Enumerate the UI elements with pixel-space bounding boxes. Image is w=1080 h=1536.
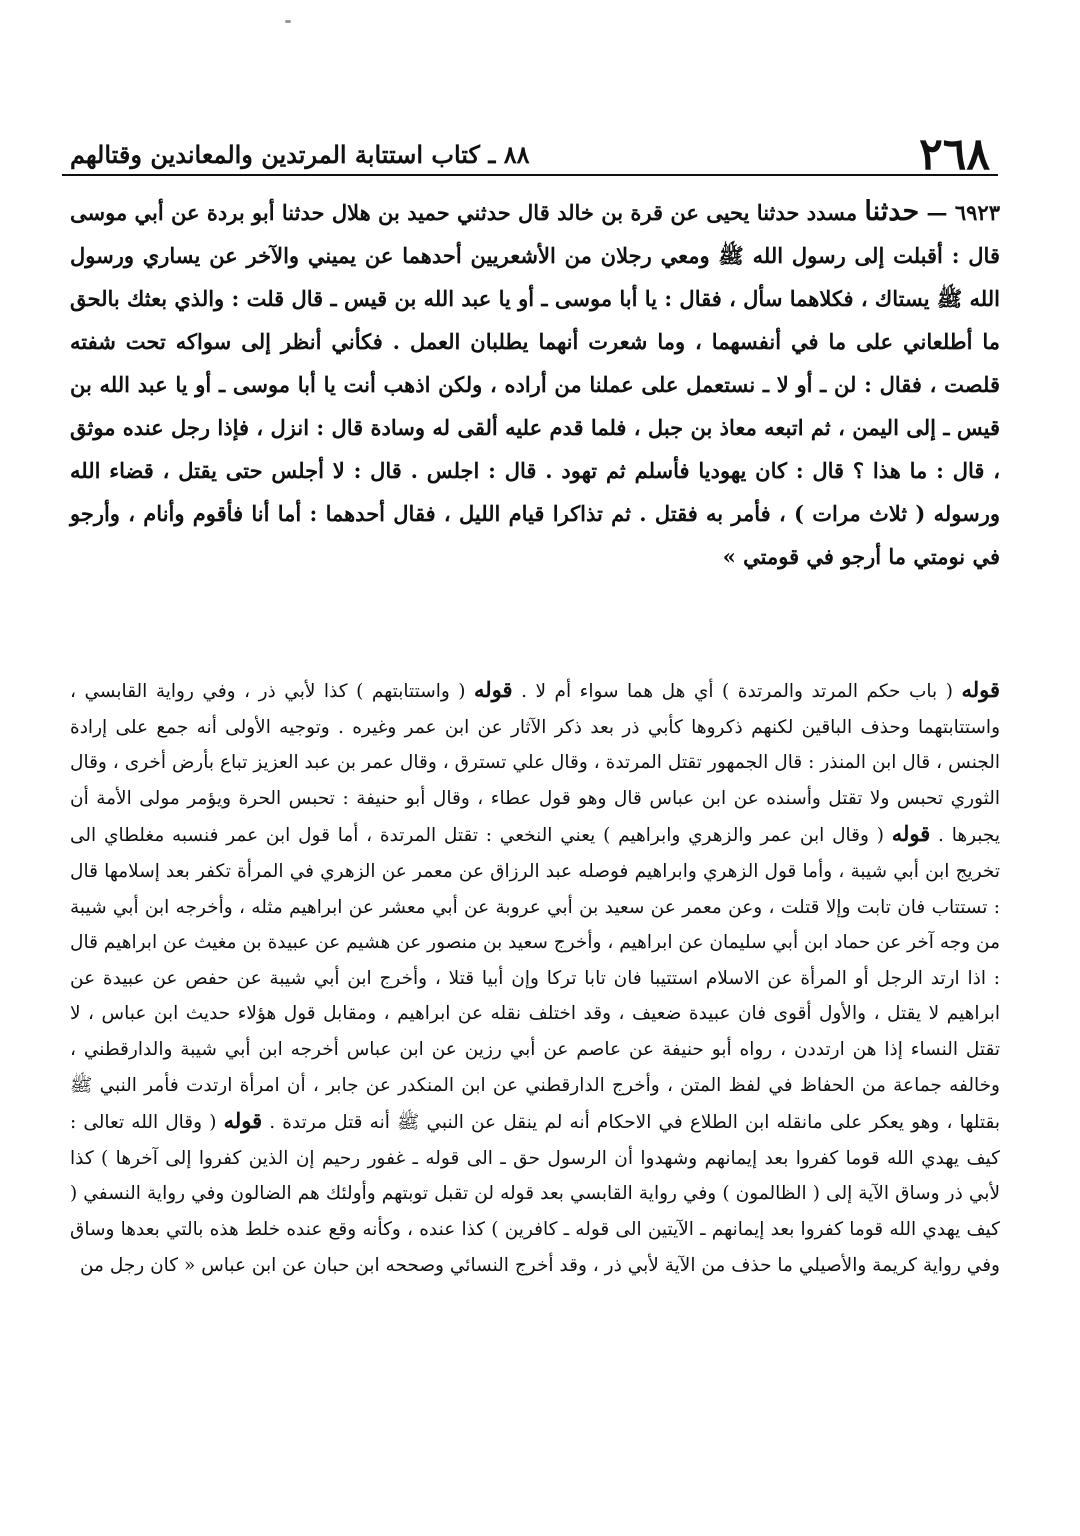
hadith-text-block: [70, 190, 1000, 578]
commentary-text-block: [70, 672, 1000, 1283]
commentary-paragraph: ( باب حكم المرتد والمرتدة ) أي هل هما سواء أم لا .: [521, 681, 953, 702]
qawluhu-marker: قوله: [961, 677, 1000, 702]
qawluhu-marker: قوله: [474, 677, 513, 702]
page-number: ٢٦٨: [919, 129, 990, 180]
running-title: ٨٨ ـ كتاب استتابة المرتدين والمعاندين وقتالهم: [70, 140, 530, 169]
qawluhu-marker: قوله: [223, 1108, 263, 1134]
haddathana-heading: حدثنا: [864, 196, 920, 227]
qawluhu-marker: قوله: [891, 821, 931, 847]
commentary-paragraph: ( وقال الله تعالى : كيف يهدي الله قوما كفروا بعد إيمانهم وشهدوا أن الرسول حق ـ الى قوله ـ غفور رحيم إن الذين كفروا إلى آخرها ) كذا لأبي ذر وساق الآية إلى ( الظالمون ) وفي رواية القابسي بعد قوله لن تقبل توبتهم وأولئك هم الضالون وفي رواية النسفي ( كيف يهدي الله قوما كفروا بعد إيمانهم ـ الآيتين الى قوله ـ كافرين ) كذا عنده ، وكأنه وقع عنده خلط هذه بالتي بعدها وساق وفي رواية كريمة والأصيلي ما حذف من الآية لأبي ذر ، وقد أخرج النسائي وصححه ابن حبان عن ابن عباس « كان رجل من: [70, 1112, 1000, 1276]
stray-ink-mark: [285, 20, 291, 23]
hadith-dash: —: [926, 200, 948, 225]
header-divider: [62, 174, 998, 176]
commentary-paragraph: ( واستتابتهم ) كذا لأبي ذر ، وفي رواية القابسي ، واستتابتهما وحذف الباقين لكنهم ذكروها كأبي ذر بعد ذكر الآثار عن ابن عمر وغيره . وتوجيه الأولى أنه جمع على إرادة الجنس ، قال ابن المنذر : قال الجمهور تقتل المرتدة ، وقال علي تسترق ، وقال عمر بن عبد العزيز تباع بأرض أخرى ، وقال الثوري تحبس ولا تقتل وأسنده عن ابن عباس قال وهو قول عطاء ، وقال أبو حنيفة : تحبس الحرة ويؤمر مولى الأمة أن يجبرها .: [70, 681, 1000, 847]
hadith-body: مسدد حدثنا يحيى عن قرة بن خالد قال حدثني حميد بن هلال حدثنا أبو بردة عن أبي موسى قال : أقبلت إلى رسول الله ﷺ ومعي رجلان من الأشعريين أحدهما عن يميني والآخر عن يساري ورسول الله ﷺ يستاك ، فكلاهما سأل ، فقال : يا أبا موسى ـ أو يا عبد الله بن قيس ـ قال قلت : والذي بعثك بالحق ما أطلعاني على ما في أنفسهما ، وما شعرت أنهما يطلبان العمل . فكأني أنظر إلى سواكه تحت شفته قلصت ، فقال : لن ـ أو لا ـ نستعمل على عملنا من أراده ، ولكن اذهب أنت يا أبا موسى ـ أو يا عبد الله بن قيس ـ إلى اليمن ، ثم اتبعه معاذ بن جبل ، فلما قدم عليه ألقى له وسادة قال : انزل ، فإذا رجل عنده موثق ، قال : ما هذا ؟ قال : كان يهوديا فأسلم ثم تهود . قال : اجلس . قال : لا أجلس حتى يقتل ، قضاء الله ورسوله ( ثلاث مرات ) ، فأمر به فقتل . ثم تذاكرا قيام الليل ، فقال أحدهما : أما أنا فأقوم وأنام ، وأرجو في نومتي ما أرجو في قومتي »: [70, 200, 1000, 569]
commentary-paragraph: ( وقال ابن عمر والزهري وابراهيم ) يعني النخعي : تقتل المرتدة ، أما قول ابن عمر فنسبه مغلطاي الى تخريج ابن أبي شيبة ، وأما قول الزهري وابراهيم فوصله عبد الرزاق عن معمر عن الزهري في المرأة تكفر بعد إسلامها قال : تستتاب فان تابت وإلا قتلت ، وعن معمر عن سعيد بن أبي عروبة عن أبي معشر عن ابراهيم مثله ، وأخرجه ابن أبي شيبة من وجه آخر عن حماد ابن أبي سليمان عن ابراهيم ، وأخرج سعيد بن منصور عن هشيم عن عبيدة بن مغيث عن ابراهيم قال : اذا ارتد الرجل أو المرأة عن الاسلام استتيبا فان تابا تركا وإن أبيا قتلا ، وأخرج ابن أبي شيبة عن حفص عن عبيدة عن ابراهيم لا يقتل ، والأول أقوى فان عبيدة ضعيف ، وقد اختلف نقله عن ابراهيم ، ومقابل قول هؤلاء حديث ابن عباس ، لا تقتل النساء إذا هن ارتددن ، رواه أبو حنيفة عن عاصم عن أبي رزين عن ابن عباس أخرجه ابن أبي شيبة والدارقطني ، وخالفه جماعة من الحفاظ في لفظ المتن ، وأخرج الدارقطني عن ابن المنكدر عن جابر ، أن امرأة ارتدت فأمر النبي ﷺ بقتلها ، وهو يعكر على مانقله ابن الطلاع في الاحكام أنه لم ينقل عن النبي ﷺ أنه قتل مرتدة .: [70, 825, 1000, 1134]
page-header: [70, 125, 990, 185]
hadith-number: ٦٩٢٣: [954, 200, 1000, 225]
